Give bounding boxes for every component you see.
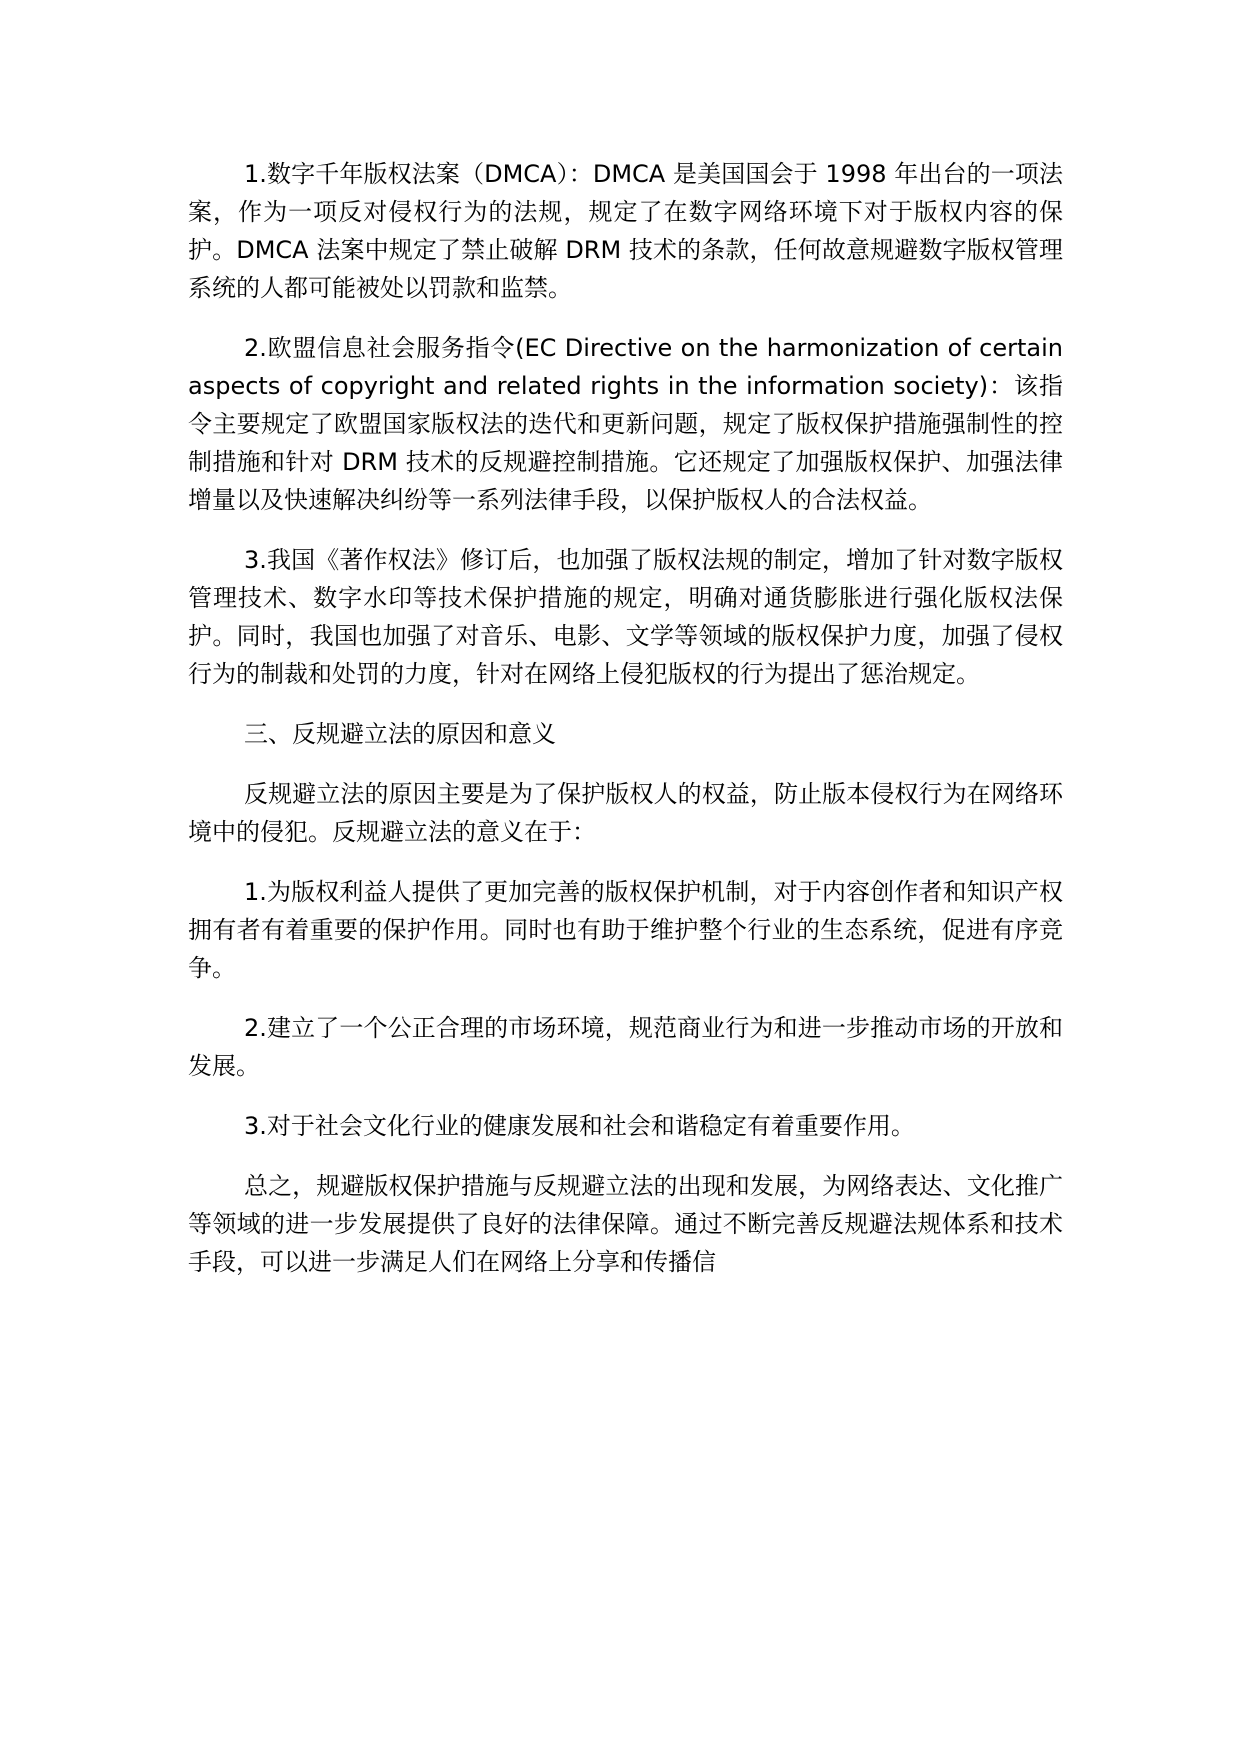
- paragraph-conclusion: 总之，规避版权保护措施与反规避立法的出现和发展，为网络表达、文化推广等领域的进一步发展提供了良好的法律保障。通过不断完善反规避法规体系和技术手段，可以进一步满足人们在网络上分享和传播信: [188, 1172, 1063, 1276]
- paragraph-significance-3: 3.对于社会文化行业的健康发展和社会和谐稳定有着重要作用。: [244, 1112, 915, 1140]
- paragraph-significance-1: 1.为版权利益人提供了更加完善的版权保护机制，对于内容创作者和知识产权拥有者有着重要的保护作用。同时也有助于维护整个行业的生态系统，促进有序竞争。: [188, 878, 1063, 982]
- paragraph-china-copyright-law: 3.我国《著作权法》修订后，也加强了版权法规的制定，增加了针对数字版权管理技术、数字水印等技术保护措施的规定，明确对通货膨胀进行强化版权法保护。同时，我国也加强了对音乐、电影、文学等领域的版权保护力度，加强了侵权行为的制裁和处罚的力度，针对在网络上侵犯版权的行为提出了惩治规定。: [188, 546, 1063, 688]
- paragraph-dmca: 1.数字千年版权法案（DMCA）：DMCA 是美国国会于 1998 年出台的一项法案，作为一项反对侵权行为的法规，规定了在数字网络环境下对于版权内容的保护。DMCA 法案中规定了禁止破解 DRM 技术的条款，任何故意规避数字版权管理系统的人都可能被处以罚款和监禁。: [188, 160, 1063, 302]
- paragraph-eu-directive: 2.欧盟信息社会服务指令(EC Directive on the harmonization of certain aspects of copyright and related rights in the information society)：该指令主要规定了欧盟国家版权法的迭代和更新问题，规定了版权保护措施强制性的控制措施和针对 DRM 技术的反规避控制措施。它还规定了加强版权保护、加强法律增量以及快速解决纠纷等一系列法律手段，以保护版权人的合法权益。: [188, 334, 1063, 514]
- section-heading: 三、反规避立法的原因和意义: [244, 720, 556, 748]
- document-body: [188, 155, 1063, 1303]
- paragraph-reasons: 反规避立法的原因主要是为了保护版权人的权益，防止版本侵权行为在网络环境中的侵犯。反规避立法的意义在于：: [188, 780, 1063, 846]
- paragraph-significance-2: 2.建立了一个公正合理的市场环境，规范商业行为和进一步推动市场的开放和发展。: [188, 1014, 1063, 1080]
